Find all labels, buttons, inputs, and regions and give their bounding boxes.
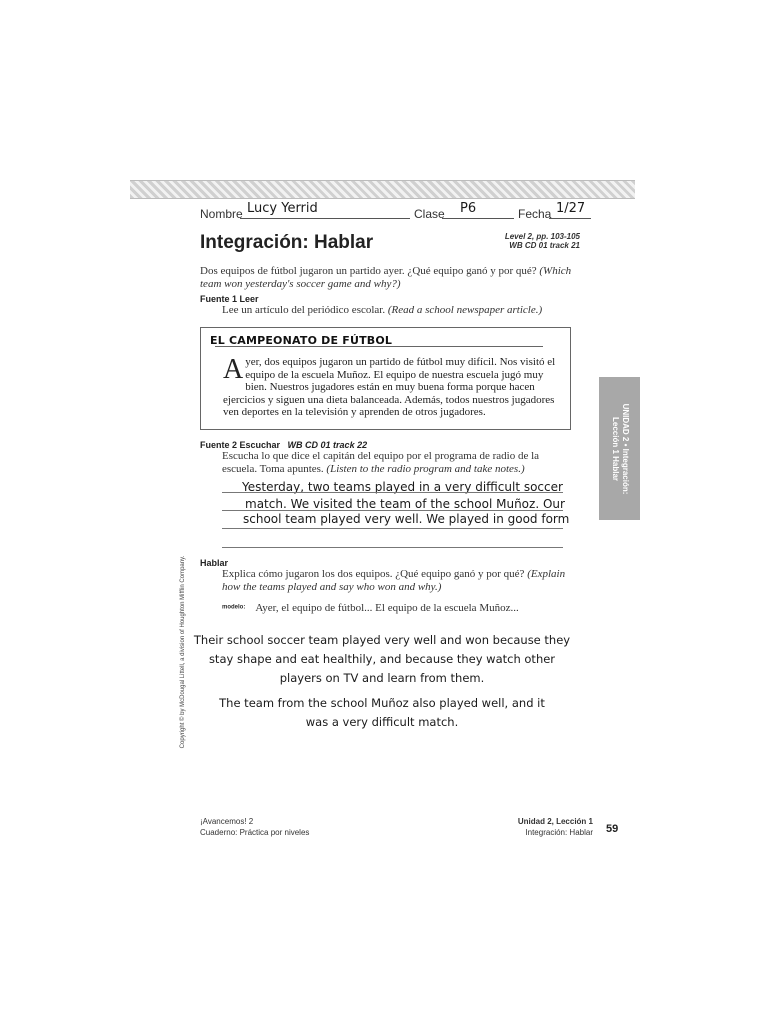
fuente1-instruction-en: (Read a school newspaper article.) (387, 304, 543, 316)
copyright-notice: Copyright © by McDougal Littell, a division of Houghton Mifflin Company. (180, 555, 186, 749)
fuente2-instruction-es: Escucha lo que dice el capitán del equipo por el programa de radio de la escuela. Toma apuntes. (222, 450, 540, 475)
reference-block (480, 232, 580, 250)
footer-book-subtitle: Cuaderno: Práctica por niveles (200, 828, 310, 837)
note-rule-3 (222, 528, 563, 529)
date-label: Fecha (518, 207, 552, 221)
article-body (223, 356, 563, 419)
date-line (549, 218, 591, 219)
hablar-heading: Hablar (200, 558, 229, 568)
footer-left (200, 816, 309, 838)
article-text: yer, dos equipos jugaron un partido de fútbol muy difícil. Nos visitó el equipo de la escuela Muñoz. El equipo de nuestra escuela jugó muy bien. Nuestros jugadores están en muy buena forma porque hacen ejercicios y siguen una dieta balanceada. Además, todos nuestros jugadores ven deportes en la televisión y aprenden de otros jugadores. (223, 356, 556, 418)
intro-spanish: Dos equipos de fútbol jugaron un partido ayer. ¿Qué equipo ganó y por qué? (200, 265, 537, 277)
date-field[interactable]: 1/27 (556, 201, 586, 216)
class-field[interactable]: P6 (460, 201, 477, 216)
fuente1-instruction (222, 304, 582, 317)
footer-right (480, 816, 593, 838)
decorative-band (130, 180, 635, 199)
reference-track: WB CD 01 track 21 (509, 241, 580, 250)
intro-text (200, 265, 575, 291)
fuente2-heading (200, 440, 367, 450)
note-rule-4 (222, 547, 563, 548)
article-dropcap: A (223, 354, 244, 385)
hablar-instruction (222, 568, 572, 594)
class-line (442, 218, 514, 219)
fuente2-track: WB CD 01 track 22 (287, 440, 368, 450)
page-title: Integración: Hablar (200, 232, 374, 253)
note-line-2[interactable]: match. We visited the team of the school Muñoz. Our (245, 497, 565, 511)
fuente1-heading: Fuente 1 Leer (200, 294, 259, 304)
model-label: modelo: (222, 604, 246, 611)
note-line-3[interactable]: school team played very well. We played in good form (243, 512, 570, 526)
fuente2-instruction-en: (Listen to the radio program and take notes.) (326, 463, 525, 475)
answer-paragraph-1[interactable]: Their school soccer team played very well and won because they stay shape and eat healthily, and because they watch other players on TV and learn from them. (193, 633, 571, 685)
page-number: 59 (606, 823, 619, 835)
article-title: EL CAMPEONATO DE FÚTBOL (210, 334, 393, 347)
side-tab-line2: Lección 1 Hablar (610, 416, 620, 481)
name-label: Nombre (200, 207, 243, 221)
model-text: Ayer, el equipo de fútbol... El equipo de la escuela Muñoz... (255, 602, 519, 614)
reference-pages: Level 2, pp. 103-105 (504, 232, 580, 241)
fuente2-instruction (222, 450, 572, 476)
name-field[interactable]: Lucy Yerrid (247, 201, 318, 216)
answer-paragraph-2[interactable]: The team from the school Muñoz also played well, and it was a very difficult match. (219, 696, 545, 729)
note-rule-2 (222, 510, 563, 511)
fuente1-instruction-es: Lee un artículo del periódico escolar. (222, 304, 386, 316)
hablar-instruction-es: Explica cómo jugaron los dos equipos. ¿Qué equipo ganó y por qué? (222, 568, 525, 580)
article-title-rule (215, 346, 543, 347)
note-rule-1 (222, 492, 563, 493)
footer-book-title: ¡Avancemos! 2 (200, 817, 254, 826)
model-row (222, 598, 519, 616)
intro-english: (Which team won yesterday's soccer game and why?) (200, 265, 572, 290)
footer-unit: Unidad 2, Lección 1 (517, 817, 593, 826)
hablar-instruction-en: (Explain how the teams played and say who won and why.) (222, 568, 566, 593)
name-line (240, 218, 410, 219)
class-label: Clase (414, 207, 445, 221)
fuente2-heading-text: Fuente 2 Escuchar (200, 440, 281, 450)
note-line-1[interactable]: Yesterday, two teams played in a very difficult soccer (242, 480, 563, 494)
footer-section: Integración: Hablar (525, 828, 593, 837)
side-tab-line1: UNIDAD 2 • Integración: (620, 403, 630, 494)
unit-side-tab (599, 377, 640, 520)
